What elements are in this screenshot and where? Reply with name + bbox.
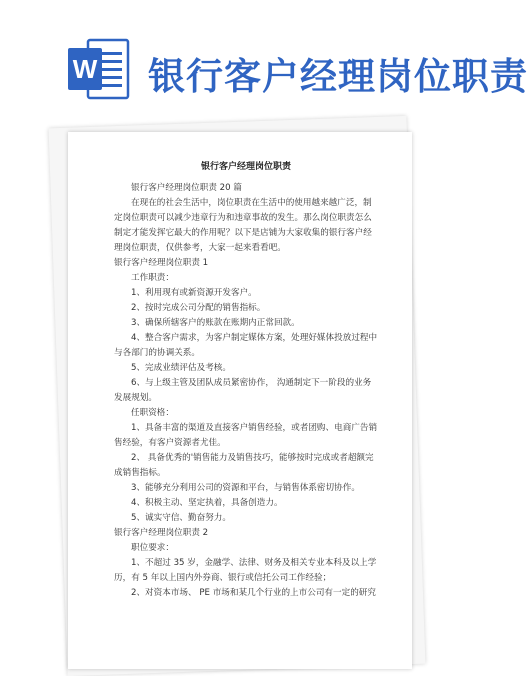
document-paragraph: 4、积极主动、坚定执着，具备创造力。 — [131, 498, 283, 508]
document-paragraph: 银行客户经理岗位职责 2 — [114, 528, 209, 538]
document-paragraph: 3、确保所辖客户的账款在账期内正常回款。 — [131, 318, 300, 328]
document-paragraph: 3、能够充分利用公司的资源和平台，与销售体系密切协作。 — [131, 483, 360, 493]
document-paragraph: 6、与上级主管及团队成员紧密协作， 沟通制定下一阶段的业务发展规划。 — [114, 378, 372, 403]
document-paragraph: 5、完成业绩评估及考核。 — [131, 363, 231, 373]
document-title: 银行客户经理岗位职责 — [200, 162, 291, 172]
document-paragraph: 4、整合客户需求，为客户制定媒体方案，处理好媒体投放过程中与各部门的协调关系。 — [114, 333, 378, 358]
document-paragraph: 任职资格： — [131, 408, 174, 418]
document-paragraph: 1、具备丰富的渠道及直接客户销售经验，或者团购、电商广告销售经验，有客户资源者尤佳。 — [114, 423, 378, 448]
document-page — [68, 132, 412, 669]
document-paragraph: 2、 具备优秀的'销售能力及销售技巧，能够按时完成或者超额完成销售指标。 — [114, 453, 374, 478]
svg-text:W: W — [72, 54, 98, 84]
document-paragraph: 5、诚实守信、勤奋努力。 — [131, 513, 231, 523]
document-paragraph: 1、利用现有或新资源开发客户。 — [131, 288, 257, 298]
word-document-icon — [66, 38, 130, 100]
page-title: 银行客户经理岗位职责 — [148, 55, 528, 98]
document-paragraph: 工作职责： — [131, 273, 174, 283]
document-paragraph: 2、对资本市场、 PE 市场和某几个行业的上市公司有一定的研究 — [131, 588, 376, 598]
document-paragraph: 银行客户经理岗位职责 20 篇 — [131, 183, 242, 193]
document-paragraph: 银行客户经理岗位职责 1 — [114, 258, 209, 268]
document-paragraph: 2、按时完成公司分配的销售指标。 — [131, 303, 266, 313]
document-paragraph: 职位要求： — [131, 543, 174, 553]
document-paragraph: 1、不超过 35 岁，金融学、法律、财务及相关专业本科及以上学历，有 5 年以上国内外券商、银行或信托公司工作经验； — [114, 558, 377, 583]
header-banner — [0, 0, 528, 130]
document-body — [114, 160, 378, 601]
document-paragraph: 在现在的社会生活中，岗位职责在生活中的使用越来越广泛，制定岗位职责可以减少违章行为和违章事故的发生。那么岗位职责怎么制定才能发挥它最大的作用呢？以下是店铺为大家收集的银行客户经理岗位职责，仅供参考，大家一起来看看吧。 — [114, 198, 372, 253]
